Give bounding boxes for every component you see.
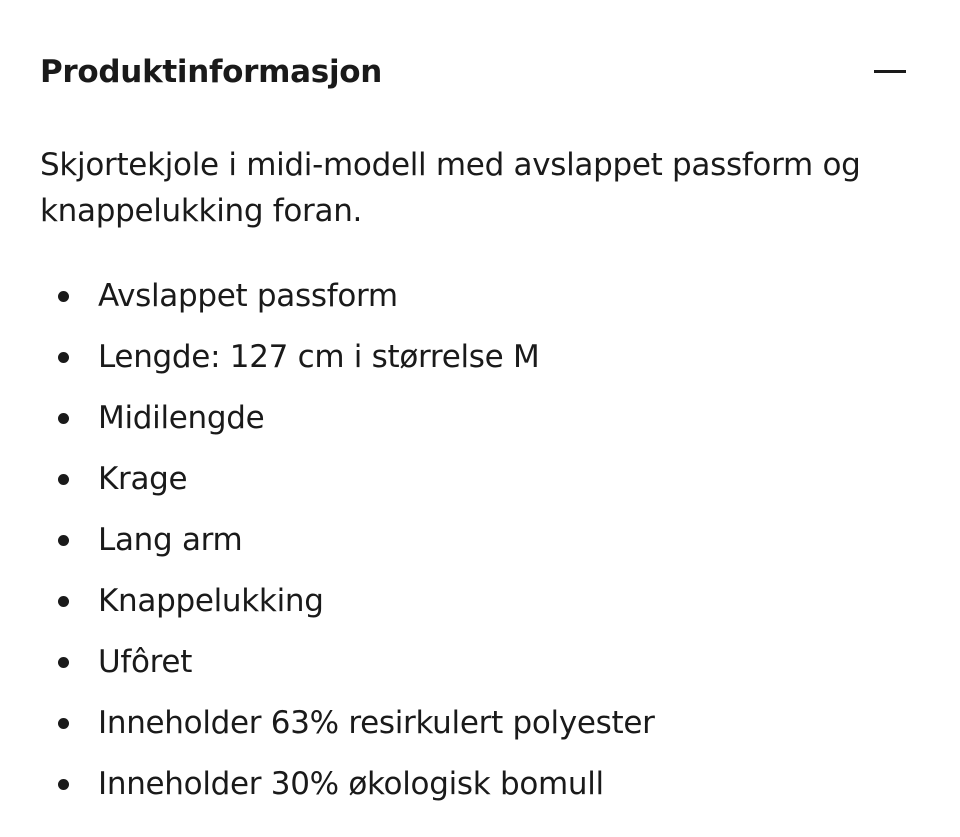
bullet-icon [58,779,69,790]
list-item [40,634,920,695]
bullet-icon [58,291,69,302]
list-item-text: Avslappet passform [98,278,398,314]
list-item-text: Inneholder 63% resirkulert polyester [98,705,655,741]
accordion-header[interactable] [40,48,920,96]
list-item [40,573,920,634]
list-item-text: Krage [98,461,188,497]
bullet-icon [58,474,69,485]
accordion-title: Produktinformasjon [40,54,383,90]
bullet-icon [58,596,69,607]
bullet-icon [58,718,69,729]
feature-list [40,268,920,817]
minus-icon[interactable] [872,58,908,86]
list-item [40,695,920,756]
list-item-text: Knappelukking [98,583,324,619]
product-description: Skjortekjole i midi-modell med avslappet passform og knappelukking foran. [40,147,861,229]
list-item [40,329,920,390]
list-item [40,390,920,451]
bullet-icon [58,535,69,546]
bullet-icon [58,657,69,668]
list-item [40,268,920,329]
list-item [40,512,920,573]
list-item-text: Inneholder 30% økologisk bomull [98,766,604,802]
list-item-text: Lang arm [98,522,243,558]
list-item-text: Ufôret [98,644,193,680]
list-item-text: Lengde: 127 cm i størrelse M [98,339,540,375]
list-item [40,451,920,512]
list-item [40,756,920,817]
list-item-text: Midilengde [98,400,265,436]
bullet-icon [58,413,69,424]
bullet-icon [58,352,69,363]
